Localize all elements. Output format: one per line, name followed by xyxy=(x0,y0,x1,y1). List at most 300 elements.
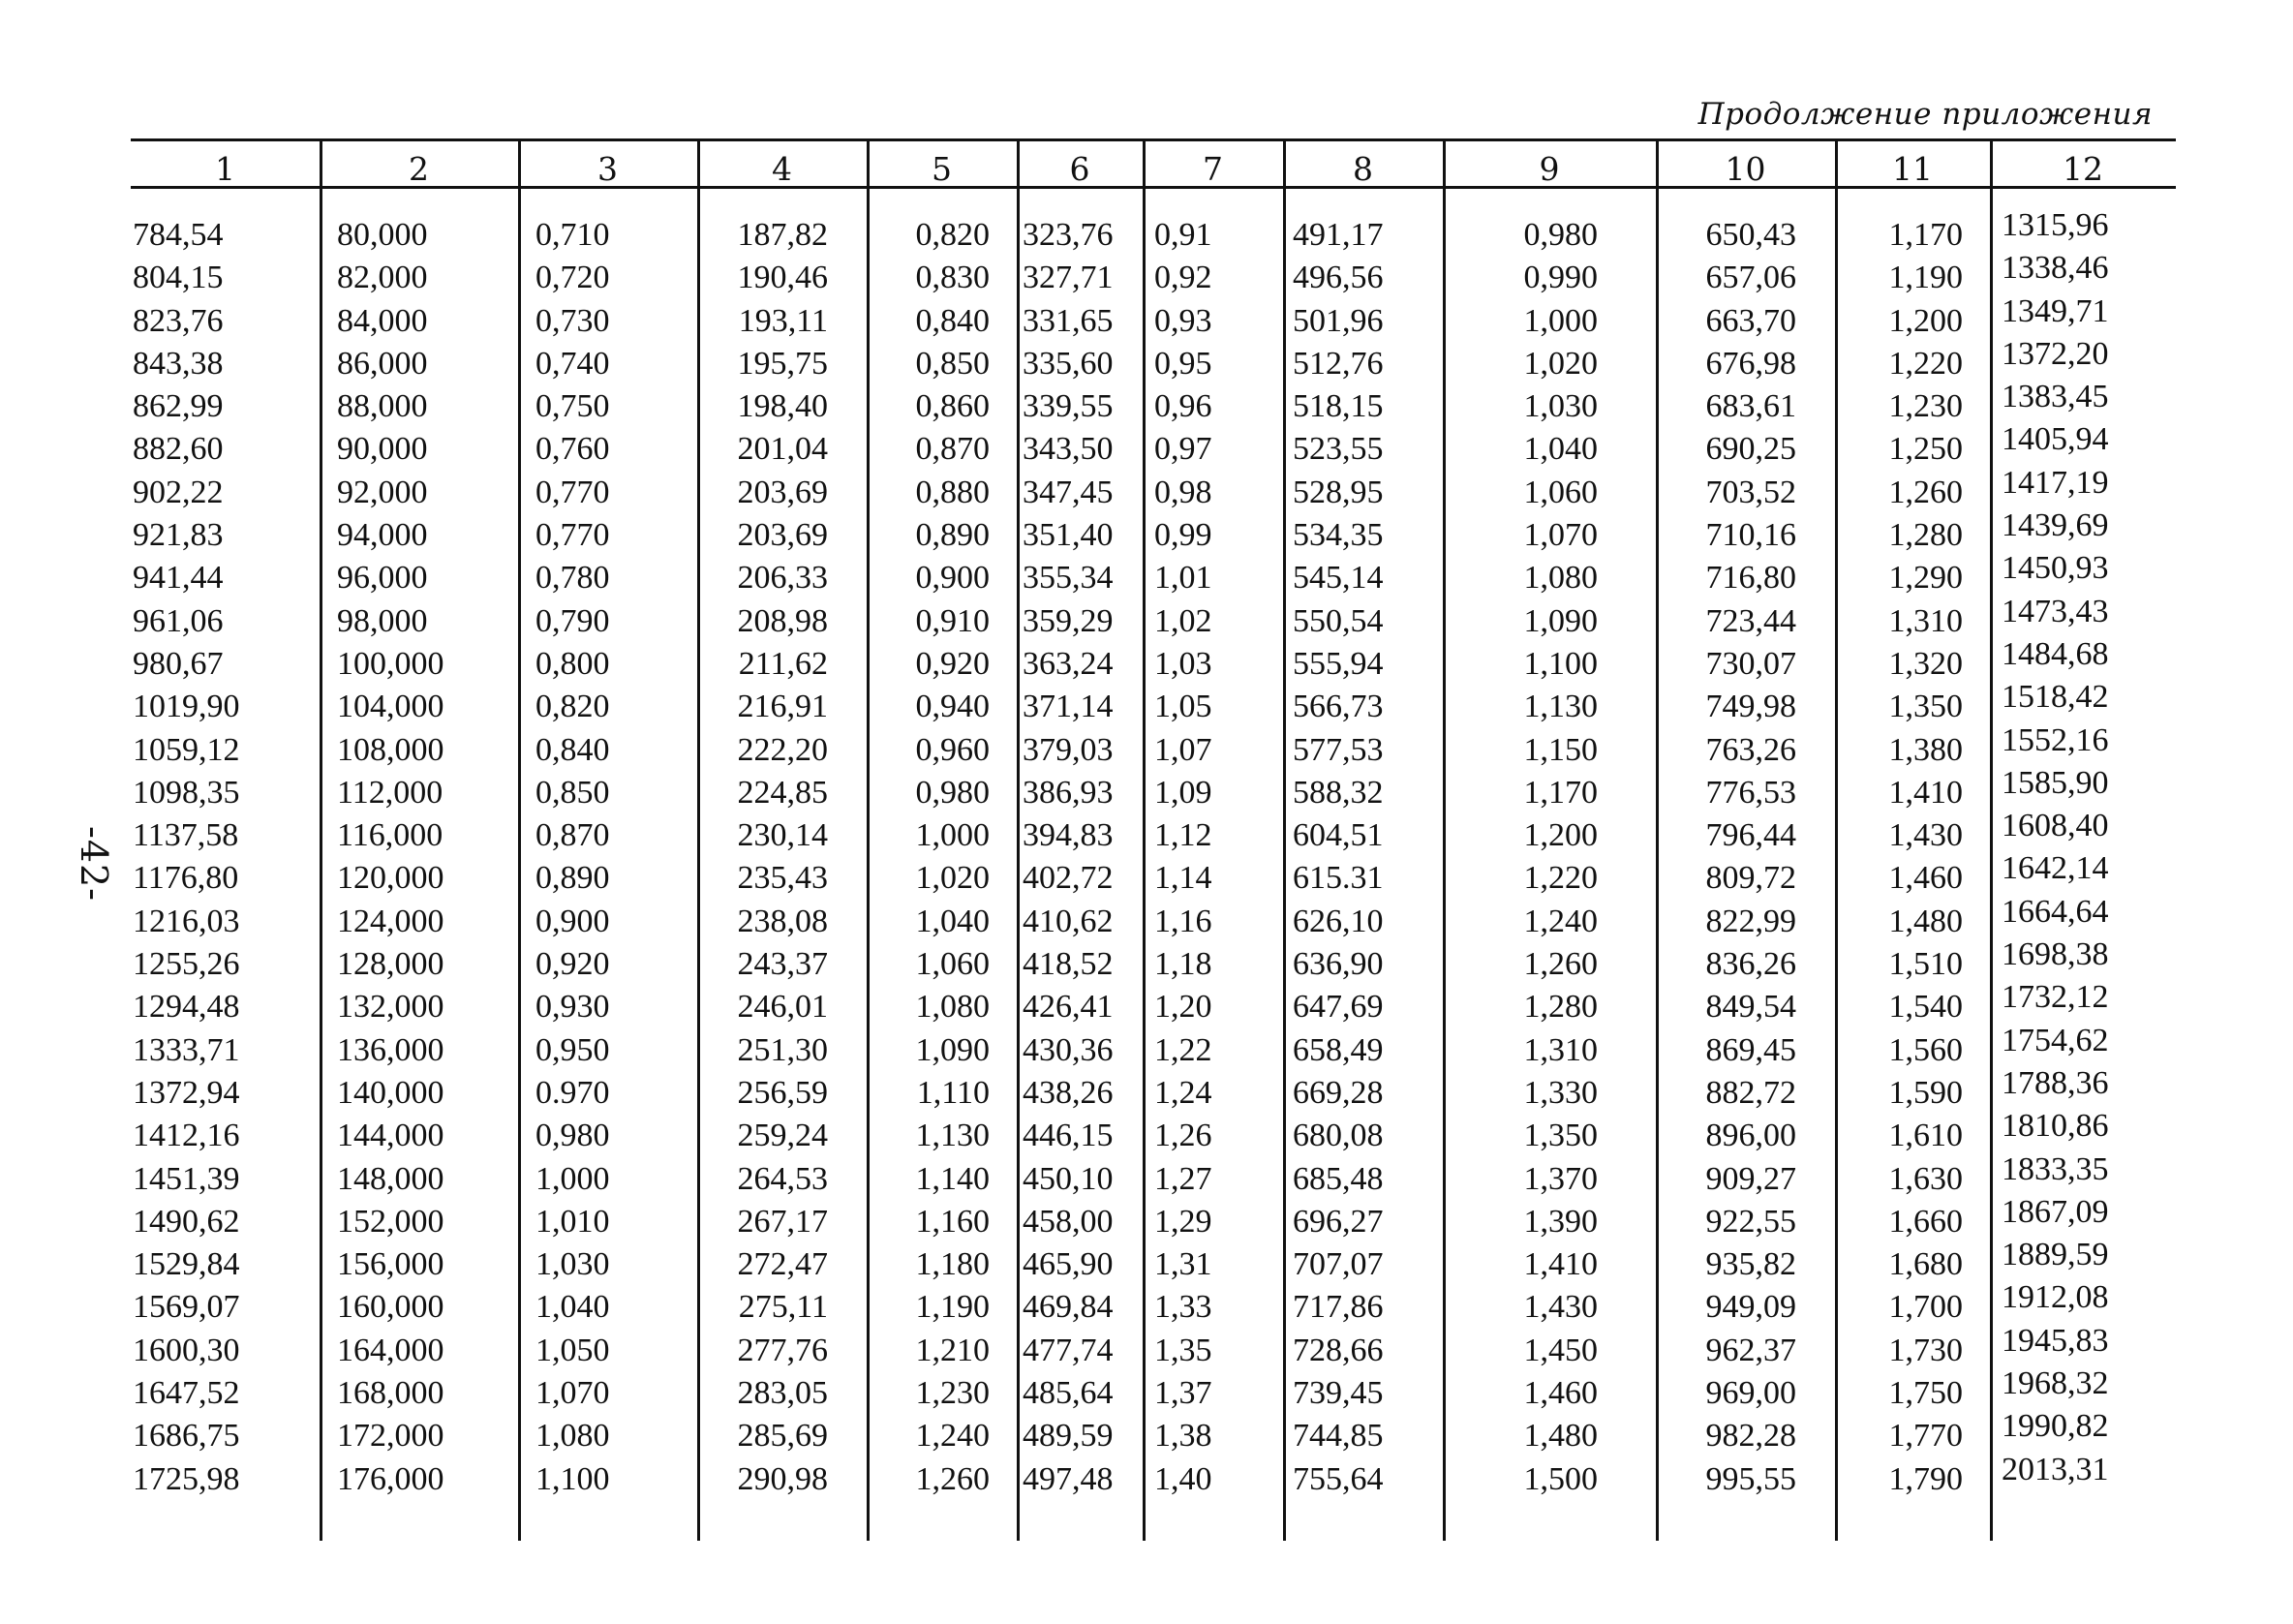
table-cell: 172,000 xyxy=(337,1418,444,1455)
table-cell: 1,220 xyxy=(1888,345,1963,382)
table-cell: 836,26 xyxy=(1705,946,1796,983)
table-cell: 1,31 xyxy=(1154,1246,1212,1283)
table-cell: 1889,59 xyxy=(2002,1237,2109,1273)
table-cell: 0,850 xyxy=(915,345,990,382)
table-cell: 1,000 xyxy=(1523,302,1598,339)
table-cell: 1,350 xyxy=(1523,1118,1598,1154)
table-cell: 1338,46 xyxy=(2002,250,2109,287)
table-cell: 588,32 xyxy=(1293,774,1384,811)
table-cell: 1,090 xyxy=(1523,602,1598,639)
table-cell: 1,150 xyxy=(1523,731,1598,768)
table-cell: 1,26 xyxy=(1154,1118,1212,1154)
table-cell: 685,48 xyxy=(1293,1160,1384,1197)
table-cell: 1,320 xyxy=(1888,645,1963,682)
table-cell: 339,55 xyxy=(1023,388,1114,425)
table-cell: 961,06 xyxy=(133,602,224,639)
table-cell: 1608,40 xyxy=(2002,808,2109,844)
table-cell: 1664,64 xyxy=(2002,893,2109,930)
table-cell: 1,460 xyxy=(1888,860,1963,897)
table-cell: 1,070 xyxy=(1523,517,1598,554)
table-column-2 xyxy=(320,214,518,1501)
table-cell: 450,10 xyxy=(1023,1160,1114,1197)
data-table xyxy=(131,138,2176,1543)
column-header: 3 xyxy=(597,150,618,188)
table-cell: 636,90 xyxy=(1293,946,1384,983)
table-cell: 98,000 xyxy=(337,602,428,639)
table-cell: 0,840 xyxy=(535,731,610,768)
table-cell: 1,540 xyxy=(1888,989,1963,1026)
table-cell: 657,06 xyxy=(1705,260,1796,296)
table-cell: 355,34 xyxy=(1023,560,1114,597)
table-cell: 922,55 xyxy=(1705,1203,1796,1240)
table-cell: 160,000 xyxy=(337,1289,444,1326)
table-cell: 1,190 xyxy=(915,1289,990,1326)
table-cell: 264,53 xyxy=(737,1160,828,1197)
table-cell: 658,49 xyxy=(1293,1031,1384,1068)
table-cell: 0,710 xyxy=(535,217,610,253)
table-cell: 438,26 xyxy=(1023,1074,1114,1111)
table-cell: 152,000 xyxy=(337,1203,444,1240)
table-cell: 1,40 xyxy=(1154,1460,1212,1497)
table-cell: 755,64 xyxy=(1293,1460,1384,1497)
table-cell: 1698,38 xyxy=(2002,936,2109,973)
table-cell: 489,59 xyxy=(1023,1418,1114,1455)
table-cell: 0,760 xyxy=(535,431,610,468)
table-cell: 1,280 xyxy=(1523,989,1598,1026)
table-cell: 0,740 xyxy=(535,345,610,382)
table-cell: 1,200 xyxy=(1523,817,1598,854)
table-cell: 1,370 xyxy=(1523,1160,1598,1197)
table-cell: 0,98 xyxy=(1154,474,1212,510)
table-cell: 823,76 xyxy=(133,302,224,339)
table-column-10 xyxy=(1656,214,1835,1501)
table-cell: 0,910 xyxy=(915,602,990,639)
table-cell: 703,52 xyxy=(1705,474,1796,510)
table-cell: 1,090 xyxy=(915,1031,990,1068)
table-cell: 1,290 xyxy=(1888,560,1963,597)
table-cell: 1,350 xyxy=(1888,689,1963,725)
table-cell: 969,00 xyxy=(1705,1375,1796,1412)
table-cell: 140,000 xyxy=(337,1074,444,1111)
table-cell: 1600,30 xyxy=(133,1332,240,1368)
table-cell: 1810,86 xyxy=(2002,1108,2109,1145)
table-cell: 882,60 xyxy=(133,431,224,468)
table-cell: 1,14 xyxy=(1154,860,1212,897)
table-cell: 410,62 xyxy=(1023,903,1114,939)
table-cell: 120,000 xyxy=(337,860,444,897)
table-cell: 2013,31 xyxy=(2002,1451,2109,1487)
table-cell: 0,820 xyxy=(535,689,610,725)
table-cell: 604,51 xyxy=(1293,817,1384,854)
table-cell: 723,44 xyxy=(1705,602,1796,639)
table-cell: 896,00 xyxy=(1705,1118,1796,1154)
table-cell: 327,71 xyxy=(1023,260,1114,296)
table-cell: 763,26 xyxy=(1705,731,1796,768)
table-cell: 0,800 xyxy=(535,645,610,682)
table-cell: 465,90 xyxy=(1023,1246,1114,1283)
table-cell: 347,45 xyxy=(1023,474,1114,510)
table-cell: 1417,19 xyxy=(2002,464,2109,501)
table-cell: 193,11 xyxy=(738,302,828,339)
table-cell: 1,430 xyxy=(1523,1289,1598,1326)
table-cell: 1,16 xyxy=(1154,903,1212,939)
table-cell: 485,64 xyxy=(1023,1375,1114,1412)
table-cell: 0,920 xyxy=(535,946,610,983)
table-cell: 0,920 xyxy=(915,645,990,682)
table-cell: 1176,80 xyxy=(133,860,239,897)
table-cell: 195,75 xyxy=(737,345,828,382)
table-cell: 1473,43 xyxy=(2002,593,2109,629)
table-cell: 1,080 xyxy=(1523,560,1598,597)
table-cell: 784,54 xyxy=(133,217,224,253)
table-cell: 1,27 xyxy=(1154,1160,1212,1197)
table-cell: 1,080 xyxy=(915,989,990,1026)
column-header: 12 xyxy=(2063,150,2103,188)
table-cell: 0,780 xyxy=(535,560,610,597)
table-cell: 402,72 xyxy=(1023,860,1114,897)
table-cell: 359,29 xyxy=(1023,602,1114,639)
table-cell: 272,47 xyxy=(737,1246,828,1283)
table-cell: 1,050 xyxy=(535,1332,610,1368)
column-header: 5 xyxy=(932,150,952,188)
table-cell: 224,85 xyxy=(737,774,828,811)
table-cell: 512,76 xyxy=(1293,345,1384,382)
table-cell: 1,240 xyxy=(915,1418,990,1455)
table-cell: 523,55 xyxy=(1293,431,1384,468)
table-cell: 626,10 xyxy=(1293,903,1384,939)
table-cell: 710,16 xyxy=(1705,517,1796,554)
table-cell: 545,14 xyxy=(1293,560,1384,597)
table-cell: 211,62 xyxy=(738,645,828,682)
table-cell: 1,750 xyxy=(1888,1375,1963,1412)
table-cell: 0,980 xyxy=(535,1118,610,1154)
table-cell: 941,44 xyxy=(133,560,224,597)
table-cell: 1333,71 xyxy=(133,1031,240,1068)
table-cell: 528,95 xyxy=(1293,474,1384,510)
table-cell: 1,38 xyxy=(1154,1418,1212,1455)
table-cell: 1,210 xyxy=(915,1332,990,1368)
table-cell: 1569,07 xyxy=(133,1289,240,1326)
table-cell: 921,83 xyxy=(133,517,224,554)
table-cell: 1451,39 xyxy=(133,1160,240,1197)
table-cell: 267,17 xyxy=(737,1203,828,1240)
table-cell: 82,000 xyxy=(337,260,428,296)
table-cell: 1405,94 xyxy=(2002,421,2109,458)
table-cell: 1,230 xyxy=(915,1375,990,1412)
table-cell: 0,900 xyxy=(535,903,610,939)
table-cell: 1,310 xyxy=(1523,1031,1598,1068)
table-cell: 1,07 xyxy=(1154,731,1212,768)
table-cell: 128,000 xyxy=(337,946,444,983)
table-cell: 1,160 xyxy=(915,1203,990,1240)
table-cell: 0,720 xyxy=(535,260,610,296)
table-column-8 xyxy=(1283,214,1443,1501)
table-cell: 1,100 xyxy=(535,1460,610,1497)
table-cell: 1,390 xyxy=(1523,1203,1598,1240)
table-cell: 730,07 xyxy=(1705,645,1796,682)
table-cell: 0,990 xyxy=(1523,260,1598,296)
table-cell: 1945,83 xyxy=(2002,1322,2109,1359)
table-cell: 680,08 xyxy=(1293,1118,1384,1154)
table-cell: 1216,03 xyxy=(133,903,240,939)
table-cell: 426,41 xyxy=(1023,989,1114,1026)
table-cell: 0,830 xyxy=(915,260,990,296)
column-header: 8 xyxy=(1353,150,1373,188)
table-cell: 0,97 xyxy=(1154,431,1212,468)
table-cell: 995,55 xyxy=(1705,1460,1796,1497)
table-cell: 1294,48 xyxy=(133,989,240,1026)
table-cell: 1,060 xyxy=(915,946,990,983)
table-cell: 0,770 xyxy=(535,474,610,510)
table-cell: 1,040 xyxy=(535,1289,610,1326)
table-cell: 1,200 xyxy=(1888,302,1963,339)
table-cell: 962,37 xyxy=(1705,1332,1796,1368)
table-cell: 1490,62 xyxy=(133,1203,240,1240)
table-cell: 1,02 xyxy=(1154,602,1212,639)
table-cell: 259,24 xyxy=(737,1118,828,1154)
table-cell: 690,25 xyxy=(1705,431,1796,468)
table-cell: 0,790 xyxy=(535,602,610,639)
table-cell: 1518,42 xyxy=(2002,679,2109,716)
table-cell: 1,250 xyxy=(1888,431,1963,468)
table-cell: 669,28 xyxy=(1293,1074,1384,1111)
table-cell: 1,190 xyxy=(1888,260,1963,296)
table-column-1 xyxy=(131,214,320,1501)
column-header: 1 xyxy=(215,150,235,188)
table-cell: 1019,90 xyxy=(133,689,240,725)
table-cell: 477,74 xyxy=(1023,1332,1114,1368)
table-cell: 1,040 xyxy=(1523,431,1598,468)
table-cell: 707,07 xyxy=(1293,1246,1384,1283)
table-cell: 0,730 xyxy=(535,302,610,339)
table-cell: 1,460 xyxy=(1523,1375,1598,1412)
table-cell: 0,980 xyxy=(1523,217,1598,253)
table-cell: 1,630 xyxy=(1888,1160,1963,1197)
table-cell: 0,95 xyxy=(1154,345,1212,382)
table-cell: 1,480 xyxy=(1523,1418,1598,1455)
column-header: 4 xyxy=(772,150,792,188)
table-cell: 0,860 xyxy=(915,388,990,425)
table-cell: 1,560 xyxy=(1888,1031,1963,1068)
table-cell: 0,890 xyxy=(915,517,990,554)
table-cell: 518,15 xyxy=(1293,388,1384,425)
table-cell: 1754,62 xyxy=(2002,1022,2109,1058)
table-cell: 1,450 xyxy=(1523,1332,1598,1368)
table-cell: 0,900 xyxy=(915,560,990,597)
table-cell: 1,660 xyxy=(1888,1203,1963,1240)
table-cell: 1349,71 xyxy=(2002,292,2109,329)
table-cell: 331,65 xyxy=(1023,302,1114,339)
table-cell: 104,000 xyxy=(337,689,444,725)
table-cell: 1,590 xyxy=(1888,1074,1963,1111)
table-cell: 394,83 xyxy=(1023,817,1114,854)
table-cell: 203,69 xyxy=(737,517,828,554)
table-cell: 1439,69 xyxy=(2002,507,2109,544)
table-cell: 1,170 xyxy=(1888,217,1963,253)
table-cell: 84,000 xyxy=(337,302,428,339)
table-cell: 1,24 xyxy=(1154,1074,1212,1111)
table-cell: 1725,98 xyxy=(133,1460,240,1497)
table-cell: 285,69 xyxy=(737,1418,828,1455)
table-column-12 xyxy=(1990,204,2176,1491)
table-cell: 862,99 xyxy=(133,388,224,425)
table-cell: 1686,75 xyxy=(133,1418,240,1455)
table-cell: 1,000 xyxy=(535,1160,610,1197)
table-cell: 1,240 xyxy=(1523,903,1598,939)
table-cell: 251,30 xyxy=(737,1031,828,1068)
table-cell: 0,870 xyxy=(915,431,990,468)
table-cell: 0,750 xyxy=(535,388,610,425)
table-cell: 1098,35 xyxy=(133,774,240,811)
table-cell: 335,60 xyxy=(1023,345,1114,382)
table-cell: 1,01 xyxy=(1154,560,1212,597)
table-cell: 0,930 xyxy=(535,989,610,1026)
table-cell: 216,91 xyxy=(737,689,828,725)
table-cell: 1450,93 xyxy=(2002,550,2109,587)
table-cell: 717,86 xyxy=(1293,1289,1384,1326)
table-cell: 1315,96 xyxy=(2002,207,2109,243)
table-cell: 132,000 xyxy=(337,989,444,1026)
table-cell: 497,48 xyxy=(1023,1460,1114,1497)
table-cell: 1732,12 xyxy=(2002,979,2109,1016)
table-cell: 198,40 xyxy=(737,388,828,425)
table-cell: 363,24 xyxy=(1023,645,1114,682)
table-cell: 275,11 xyxy=(738,1289,828,1326)
table-cell: 550,54 xyxy=(1293,602,1384,639)
table-cell: 1,130 xyxy=(915,1118,990,1154)
table-cell: 1,260 xyxy=(1888,474,1963,510)
table-cell: 290,98 xyxy=(737,1460,828,1497)
table-cell: 1,280 xyxy=(1888,517,1963,554)
table-column-5 xyxy=(867,214,1017,1501)
table-cell: 94,000 xyxy=(337,517,428,554)
table-cell: 1990,82 xyxy=(2002,1408,2109,1445)
table-cell: 822,99 xyxy=(1705,903,1796,939)
table-cell: 1642,14 xyxy=(2002,850,2109,887)
table-cell: 1647,52 xyxy=(133,1375,240,1412)
table-cell: 501,96 xyxy=(1293,302,1384,339)
table-cell: 1484,68 xyxy=(2002,635,2109,672)
table-cell: 650,43 xyxy=(1705,217,1796,253)
table-cell: 1,730 xyxy=(1888,1332,1963,1368)
table-cell: 1,080 xyxy=(535,1418,610,1455)
table-cell: 100,000 xyxy=(337,645,444,682)
table-cell: 1,770 xyxy=(1888,1418,1963,1455)
table-cell: 1,140 xyxy=(915,1160,990,1197)
table-cell: 243,37 xyxy=(737,946,828,983)
table-cell: 1,12 xyxy=(1154,817,1212,854)
table-cell: 168,000 xyxy=(337,1375,444,1412)
table-cell: 112,000 xyxy=(337,774,443,811)
table-cell: 323,76 xyxy=(1023,217,1114,253)
header-row xyxy=(131,138,2176,186)
table-cell: 108,000 xyxy=(337,731,444,768)
table-cell: 935,82 xyxy=(1705,1246,1796,1283)
table-cell: 0,92 xyxy=(1154,260,1212,296)
table-cell: 804,15 xyxy=(133,260,224,296)
table-cell: 386,93 xyxy=(1023,774,1114,811)
table-cell: 351,40 xyxy=(1023,517,1114,554)
table-cell: 0,850 xyxy=(535,774,610,811)
table-cell: 1,410 xyxy=(1888,774,1963,811)
table-cell: 1,020 xyxy=(1523,345,1598,382)
table-cell: 1,33 xyxy=(1154,1289,1212,1326)
table-cell: 469,84 xyxy=(1023,1289,1114,1326)
table-cell: 235,43 xyxy=(737,860,828,897)
table-cell: 176,000 xyxy=(337,1460,444,1497)
table-cell: 371,14 xyxy=(1023,689,1114,725)
table-cell: 615.31 xyxy=(1293,860,1384,897)
column-header: 9 xyxy=(1539,150,1560,188)
table-cell: 534,35 xyxy=(1293,517,1384,554)
table-cell: 647,69 xyxy=(1293,989,1384,1026)
table-cell: 909,27 xyxy=(1705,1160,1796,1197)
table-cell: 809,72 xyxy=(1705,860,1796,897)
table-cell: 0,96 xyxy=(1154,388,1212,425)
table-column-3 xyxy=(518,214,697,1501)
table-cell: 1,040 xyxy=(915,903,990,939)
table-column-11 xyxy=(1835,214,1990,1501)
table-cell: 1529,84 xyxy=(133,1246,240,1283)
table-cell: 1,380 xyxy=(1888,731,1963,768)
table-cell: 1,070 xyxy=(535,1375,610,1412)
table-cell: 1,510 xyxy=(1888,946,1963,983)
column-header: 11 xyxy=(1892,150,1933,188)
table-cell: 882,72 xyxy=(1705,1074,1796,1111)
table-cell: 0,93 xyxy=(1154,302,1212,339)
column-header: 2 xyxy=(409,150,429,188)
table-cell: 491,17 xyxy=(1293,217,1384,253)
table-cell: 1255,26 xyxy=(133,946,240,983)
table-cell: 1372,94 xyxy=(133,1074,240,1111)
table-cell: 0.970 xyxy=(535,1074,610,1111)
table-cell: 1,060 xyxy=(1523,474,1598,510)
table-cell: 0,91 xyxy=(1154,217,1212,253)
table-cell: 776,53 xyxy=(1705,774,1796,811)
table-cell: 1,170 xyxy=(1523,774,1598,811)
table-cell: 379,03 xyxy=(1023,731,1114,768)
table-cell: 1,260 xyxy=(915,1460,990,1497)
table-cell: 1968,32 xyxy=(2002,1365,2109,1402)
table-cell: 676,98 xyxy=(1705,345,1796,382)
table-cell: 124,000 xyxy=(337,903,444,939)
table-cell: 80,000 xyxy=(337,217,428,253)
table-cell: 980,67 xyxy=(133,645,224,682)
table-cell: 187,82 xyxy=(737,217,828,253)
table-cell: 0,820 xyxy=(915,217,990,253)
table-cell: 1,110 xyxy=(916,1074,990,1111)
table-cell: 949,09 xyxy=(1705,1289,1796,1326)
table-cell: 277,76 xyxy=(737,1332,828,1368)
table-cell: 283,05 xyxy=(737,1375,828,1412)
table-cell: 246,01 xyxy=(737,989,828,1026)
table-cell: 1059,12 xyxy=(133,731,240,768)
table-cell: 238,08 xyxy=(737,903,828,939)
table-cell: 203,69 xyxy=(737,474,828,510)
table-cell: 1,35 xyxy=(1154,1332,1212,1368)
column-header: 6 xyxy=(1069,150,1090,188)
table-cell: 1552,16 xyxy=(2002,721,2109,758)
table-cell: 256,59 xyxy=(737,1074,828,1111)
table-cell: 190,46 xyxy=(737,260,828,296)
table-cell: 796,44 xyxy=(1705,817,1796,854)
table-cell: 430,36 xyxy=(1023,1031,1114,1068)
table-cell: 230,14 xyxy=(737,817,828,854)
table-cell: 496,56 xyxy=(1293,260,1384,296)
table-cell: 1383,45 xyxy=(2002,379,2109,415)
table-cell: 116,000 xyxy=(337,817,443,854)
table-cell: 1,410 xyxy=(1523,1246,1598,1283)
